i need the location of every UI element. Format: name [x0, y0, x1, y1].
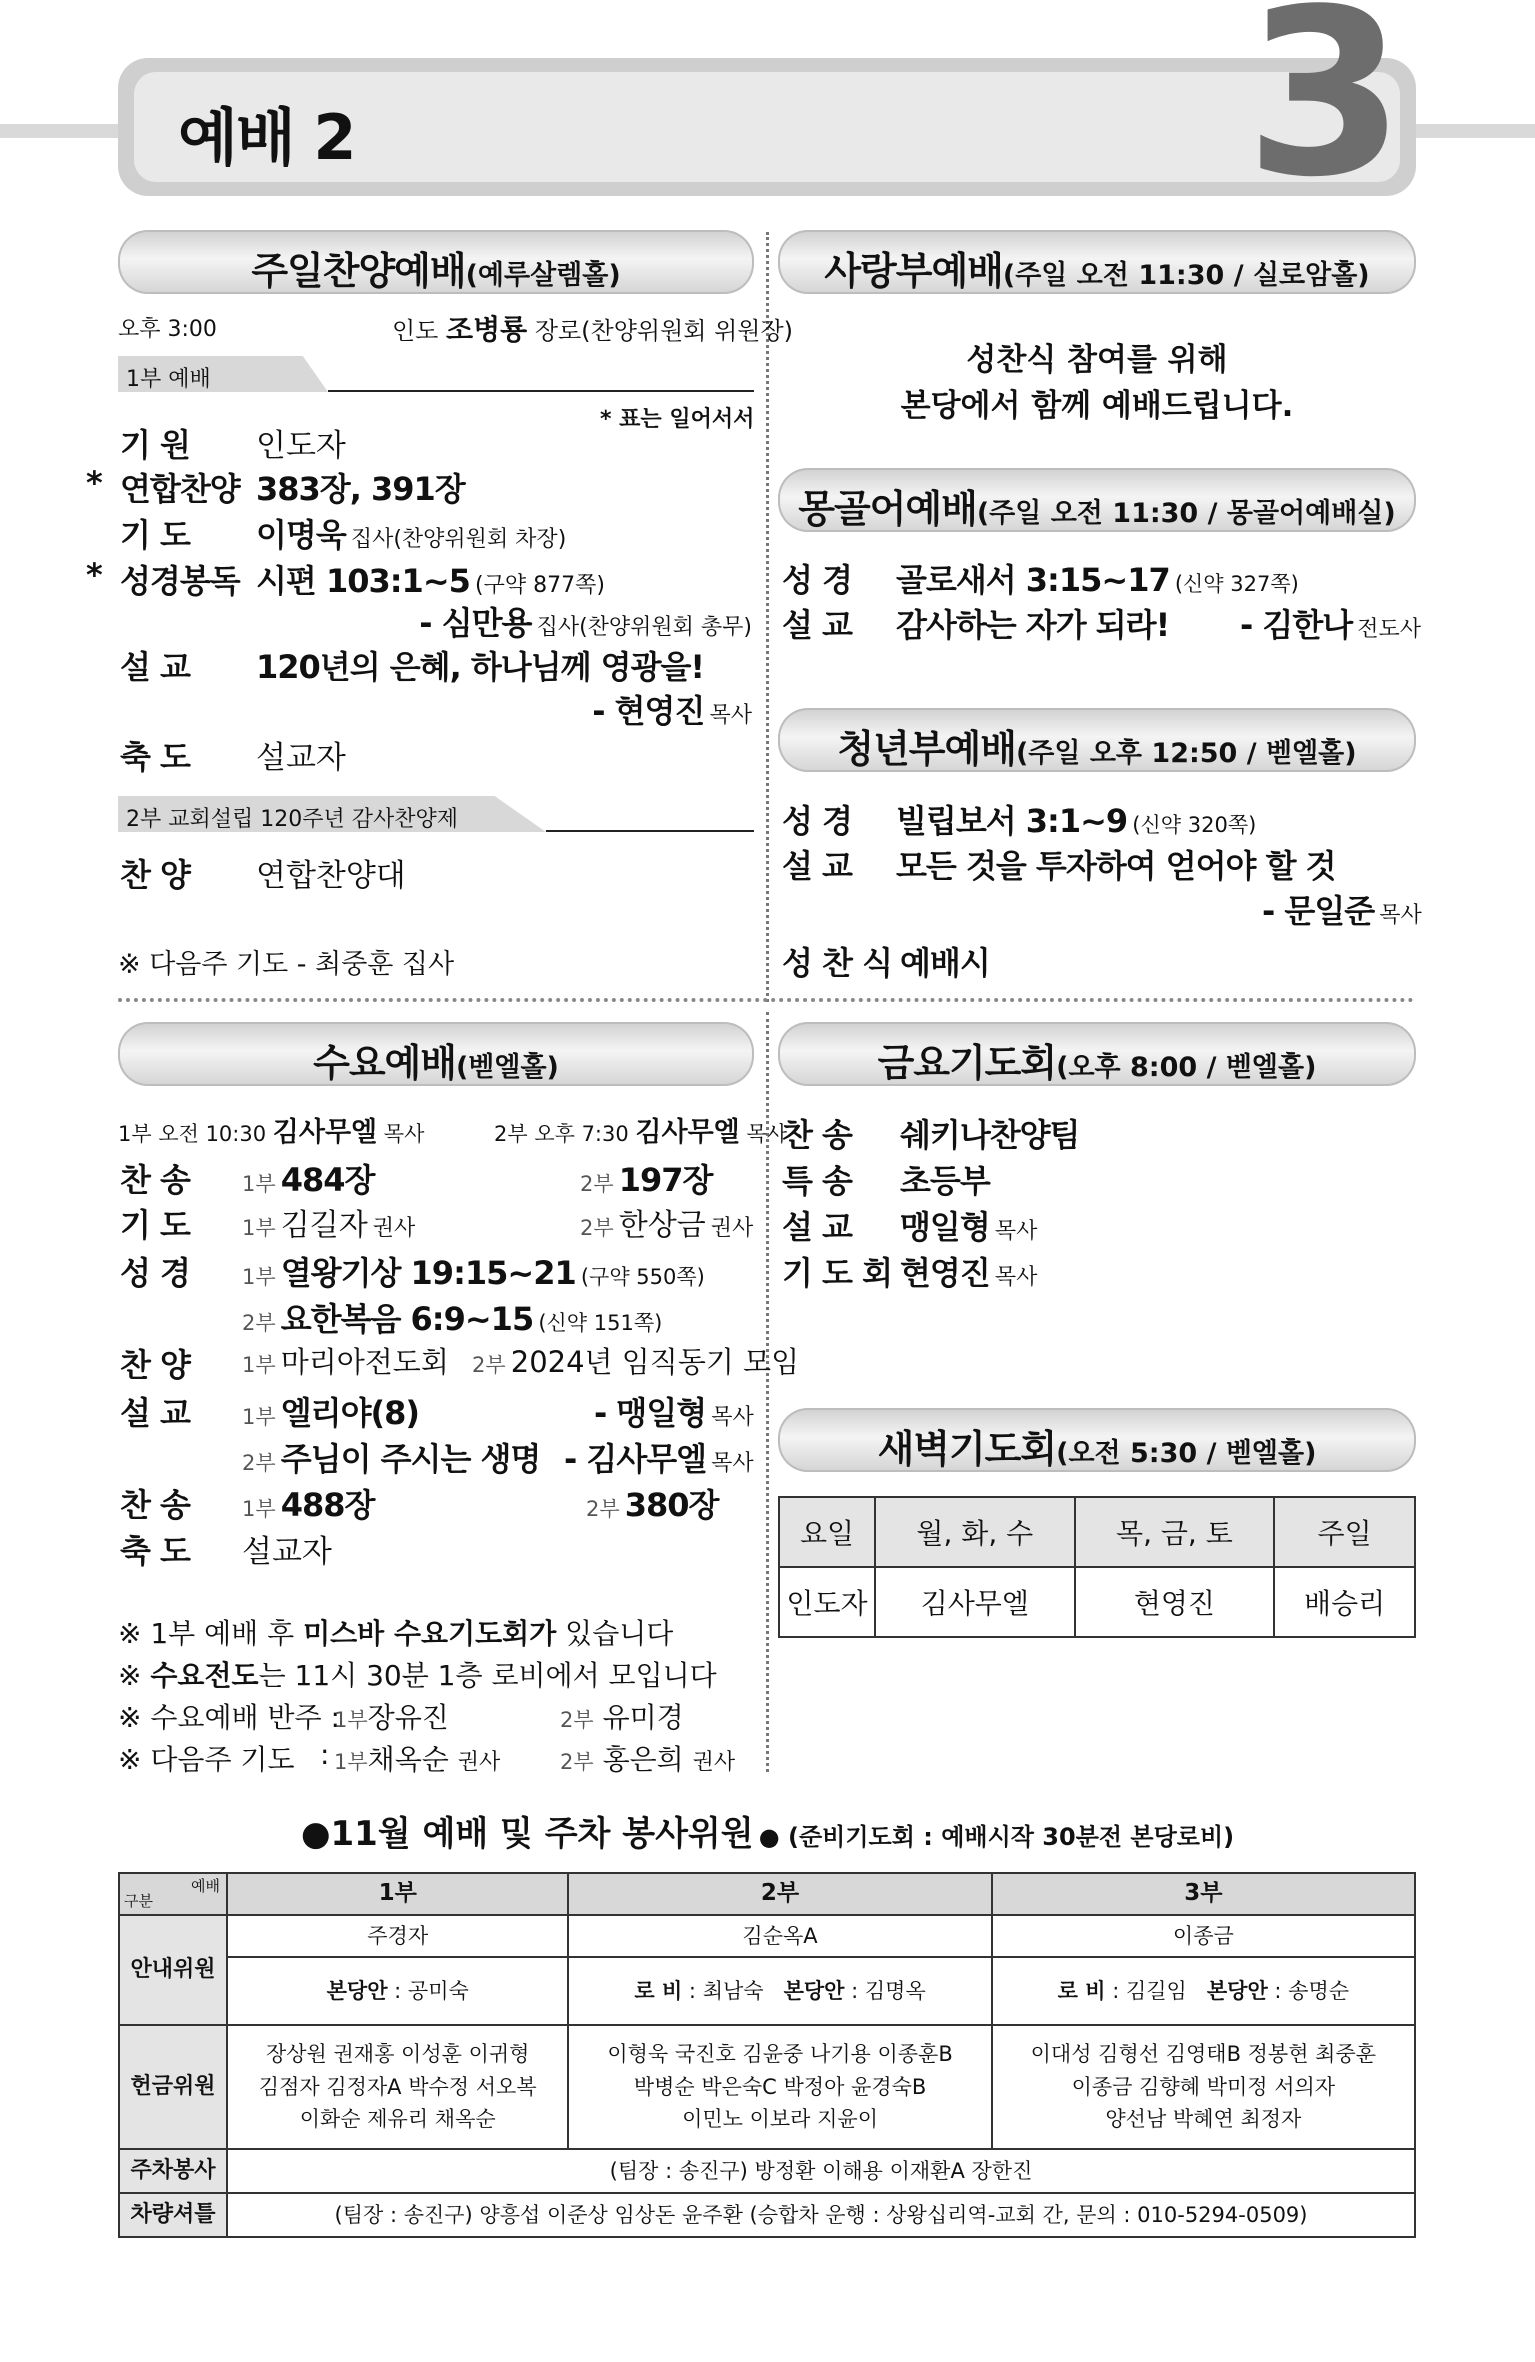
wed-note1-pre: ※ 1부 예배 후 — [118, 1617, 304, 1650]
friday-label: 설 교 — [782, 1208, 852, 1246]
order-value — [592, 686, 752, 732]
offering-cell-3 — [992, 2025, 1415, 2149]
wed-note2-pre: ※ — [118, 1659, 151, 1692]
wed-note4-p2-role: 권사 — [692, 1750, 736, 1775]
wed-note-1 — [118, 1612, 673, 1652]
wed-hymn-label: 찬 송 — [120, 1161, 190, 1199]
wed-scripture-2 — [242, 1294, 662, 1340]
corner-bottom: 구분 — [124, 1891, 153, 1910]
wed-p1-leader: 김사무엘 — [272, 1117, 378, 1148]
parking-value: (팀장 : 송진구) 방정환 이해용 이재환A 장한진 — [227, 2149, 1415, 2193]
friday-value — [900, 1248, 1037, 1294]
friday-label: 찬 송 — [782, 1116, 852, 1154]
sunday-praise-banner — [118, 230, 754, 294]
wed-sermon2-preacher — [564, 1434, 754, 1480]
order-value-text: 시편 103:1~5 — [256, 562, 470, 600]
col-header: 1부 — [227, 1873, 568, 1915]
order-value-text: 383장, 391장 — [256, 470, 465, 508]
usher-sub-b: 김명옥 — [864, 1978, 926, 2003]
friday-value — [900, 1156, 990, 1202]
wed-p2-marker: 2부 — [560, 1708, 594, 1732]
corner-cell — [119, 1873, 227, 1915]
wed-hymn-end2: 380장 — [624, 1486, 719, 1524]
youth-banner — [778, 708, 1416, 772]
wed-note-3-p1 — [334, 1696, 449, 1736]
mongolian-preacher-role: 전도사 — [1357, 617, 1422, 642]
dawn-cell: 인도자 — [779, 1567, 875, 1637]
wed-note3-p2-name: 유미경 — [602, 1701, 684, 1734]
usher-sub-b-label: 본당안 — [783, 1978, 845, 2003]
order-label: 성경봉독 — [120, 562, 240, 600]
mongolian-preacher-name: - 김한나 — [1240, 606, 1353, 644]
wed-bless: 설교자 — [242, 1534, 332, 1570]
volunteers-heading — [0, 1806, 1535, 1855]
wed-scripture-label: 성 경 — [120, 1254, 190, 1292]
dawn-cell: 현영진 — [1075, 1567, 1275, 1637]
youth-sermon-label: 설 교 — [782, 847, 852, 885]
wed-prayer-2 — [580, 1200, 753, 1244]
order-value — [256, 510, 566, 556]
order-label: 기 원 — [120, 426, 190, 464]
wed-scripture2: 요한복음 6:9~15 — [280, 1300, 534, 1338]
mongolian-sermon: 감사하는 자가 되라! — [896, 606, 1170, 644]
love-dept-title: 사랑부예배 — [824, 249, 1003, 293]
dawn-header: 월, 화, 수 — [875, 1497, 1075, 1567]
dawn-table — [778, 1496, 1416, 1638]
wed-scripture1: 열왕기상 19:15~21 — [280, 1254, 576, 1292]
order-value-text: - 심만용 — [419, 604, 532, 642]
wed-p1-role: 목사 — [383, 1122, 425, 1146]
order-value-role: 집사(찬양위원회 차장) — [350, 527, 567, 552]
order-value-role: 집사(찬양위원회 총무) — [536, 615, 752, 640]
wed-sermon-2 — [242, 1434, 540, 1480]
wed-choir2: 2024년 임직동기 모임 — [510, 1345, 800, 1379]
usher-label: 안내위원 — [119, 1915, 227, 2025]
wed-scripture1-page: (구약 550쪽) — [580, 1265, 705, 1289]
leader-role: 장로(찬양위원회 위원장) — [534, 317, 794, 345]
wed-choir-2 — [472, 1340, 799, 1381]
wed-sermon-1 — [242, 1388, 419, 1434]
friday-value-text: 쉐키나찬양팀 — [900, 1116, 1080, 1154]
wed-hymn-end1: 488장 — [280, 1486, 375, 1524]
mongolian-scripture-page: (신약 327쪽) — [1174, 572, 1299, 596]
friday-info: (오후 8:00 / 벧엘홀) — [1056, 1052, 1317, 1083]
offering-line: 이종금 김향혜 박미정 서의자 — [1071, 2074, 1336, 2099]
next-prayer-note: ※ 다음주 기도 - 최중훈 집사 — [118, 949, 455, 980]
wed-sermon-label: 설 교 — [120, 1394, 190, 1432]
sunday-praise-leader — [392, 308, 793, 348]
dawn-cell: 김사무엘 — [875, 1567, 1075, 1637]
friday-value-text: 초등부 — [900, 1162, 990, 1200]
wed-hymn-end-label: 찬 송 — [120, 1486, 190, 1524]
wed-note2-post: 는 11시 30분 1층 로비에서 모입니다 — [258, 1659, 717, 1692]
order-value — [256, 420, 346, 465]
sunday-praise-place: (예루살렘홀) — [465, 260, 621, 291]
love-dept-banner — [778, 230, 1416, 294]
order-label: 축 도 — [120, 738, 190, 776]
youth-scripture-text: 빌립보서 3:1~9 — [896, 802, 1128, 840]
wed-bless-label: 축 도 — [120, 1532, 190, 1570]
wed-sermon2-preacher-name: - 김사무엘 — [564, 1440, 707, 1478]
dawn-header: 목, 금, 토 — [1075, 1497, 1275, 1567]
wed-hymn-end-1 — [242, 1480, 374, 1526]
usher-sub-a-label: 로 비 — [1057, 1978, 1106, 2003]
friday-value-role: 목사 — [994, 1265, 1038, 1290]
youth-sermon: 모든 것을 투자하여 얻어야 할 것 — [896, 847, 1336, 885]
corner-top: 예배 — [191, 1877, 220, 1895]
friday-banner — [778, 1022, 1416, 1086]
standing-star: * — [86, 556, 102, 594]
order-value-text: 이명욱 — [256, 516, 346, 554]
offering-line: 장상원 권재홍 이성훈 이귀형 — [265, 2042, 530, 2067]
friday-label: 특 송 — [782, 1162, 852, 1200]
usher-sub-3: 로 비 : 김길임 본당안 : 송명순 — [992, 1957, 1415, 2025]
youth-scripture — [896, 796, 1256, 842]
wed-note-2 — [118, 1654, 717, 1694]
usher-sub-b-label: 본당안 — [326, 1978, 388, 2003]
youth-info: (주일 오후 12:50 / 벧엘홀) — [1015, 738, 1357, 769]
usher-main: 이종금 — [992, 1915, 1415, 1957]
wed-p1-marker: 1부 — [334, 1708, 368, 1732]
order-value-text: - 현영진 — [592, 692, 705, 730]
part2-rule — [546, 830, 754, 832]
order-label: 연합찬양 — [120, 470, 240, 508]
volunteers-title: ●11월 예배 및 주차 봉사위원 — [300, 1814, 754, 1854]
volunteers-note: ● (준비기도회 : 예배시작 30분전 본당로비) — [758, 1823, 1235, 1851]
wed-note-3-label: ※ 수요예배 반주 : — [118, 1701, 340, 1734]
order-value-role: 목사 — [709, 703, 752, 728]
wed-p1-marker: 1부 — [242, 1172, 276, 1196]
mongolian-scripture-text: 골로새서 3:15~17 — [896, 561, 1170, 599]
wed-sermon1-role: 목사 — [711, 1405, 754, 1430]
dawn-info: (오전 5:30 / 벧엘홀) — [1056, 1438, 1317, 1469]
order-value-text: 인도자 — [256, 428, 346, 464]
order-label: 설 교 — [120, 648, 190, 686]
love-dept-info: (주일 오전 11:30 / 실로암홀) — [1002, 260, 1370, 291]
wed-sermon1-preacher-name: - 맹일형 — [594, 1394, 707, 1432]
wednesday-banner — [118, 1022, 754, 1086]
wed-p1-marker: 1부 — [334, 1750, 368, 1774]
wednesday-place: (벧엘홀) — [455, 1052, 559, 1083]
parking-label: 주차봉사 — [119, 2149, 227, 2193]
wed-note-4-p2 — [560, 1738, 735, 1778]
col-header: 3부 — [992, 1873, 1415, 1915]
usher-sub-1: 본당안 : 공미숙 — [227, 1957, 568, 2025]
usher-sub-a: 최남숙 — [702, 1978, 764, 2003]
wed-note1-bold: 미스바 수요기도회가 — [303, 1617, 557, 1650]
wed-choir1: 마리아전도회 — [280, 1345, 449, 1379]
offering-line: 이대성 김형선 김영태B 정봉현 최중훈 — [1030, 2042, 1377, 2067]
wed-hymn-1 — [242, 1155, 374, 1201]
wed-note-4-label: ※ 다음주 기도 — [118, 1743, 295, 1776]
wed-hymn2: 197장 — [618, 1161, 713, 1199]
offering-line: 이형욱 국진호 김윤중 나기용 이종훈B — [607, 2042, 953, 2067]
youth-title: 청년부예배 — [837, 727, 1016, 771]
wed-p1-marker: 1부 — [242, 1353, 276, 1377]
wed-note1-post: 있습니다 — [556, 1617, 674, 1650]
wed-p2-marker: 2부 — [580, 1172, 614, 1196]
wed-hymn-2 — [580, 1155, 712, 1201]
standing-star: * — [86, 464, 102, 502]
friday-value — [900, 1202, 1037, 1248]
wed-prayer-label: 기 도 — [120, 1206, 190, 1244]
dawn-title: 새벽기도회 — [877, 1427, 1057, 1471]
page-number: 3 — [1245, 0, 1406, 228]
youth-preacher — [1262, 886, 1422, 932]
wed-hymn1: 484장 — [280, 1161, 375, 1199]
youth-scripture-page: (신약 320쪽) — [1132, 813, 1257, 837]
wed-p2-leader: 김사무엘 — [635, 1117, 740, 1148]
part1-rule — [328, 390, 754, 392]
wed-p1-time: 1부 오전 10:30 — [118, 1122, 267, 1146]
wed-choir-label: 찬 양 — [120, 1346, 190, 1384]
mongolian-title: 몽골어예배 — [798, 487, 977, 531]
wed-sermon1: 엘리야(8) — [280, 1394, 420, 1432]
usher-sub-a-label: 로 비 — [634, 1978, 683, 2003]
wed-note3-p1-name: 장유진 — [367, 1701, 449, 1734]
leader-prefix: 인도 — [392, 317, 439, 345]
wed-p2-time: 2부 오후 7:30 — [494, 1122, 629, 1146]
offering-line: 김점자 김정자A 박수정 서오복 — [258, 2074, 537, 2099]
order-label: 기 도 — [120, 516, 190, 554]
wed-p2-marker: 2부 — [242, 1451, 276, 1475]
wed-p2-role: 목사 — [746, 1122, 788, 1146]
wed-p1-marker: 1부 — [242, 1497, 276, 1521]
dawn-header-row — [779, 1497, 1415, 1567]
wed-p1-info — [118, 1110, 424, 1149]
wed-p2-marker: 2부 — [560, 1750, 594, 1774]
usher-sub-a: 김길임 — [1125, 1978, 1187, 2003]
shuttle-row — [119, 2193, 1415, 2237]
friday-value — [900, 1110, 1079, 1156]
page-title: 예배 2 — [178, 101, 355, 174]
dawn-banner — [778, 1408, 1416, 1472]
col-header: 2부 — [568, 1873, 991, 1915]
wed-p2-marker: 2부 — [580, 1216, 614, 1240]
shuttle-label: 차량셔틀 — [119, 2193, 227, 2237]
section-divider — [118, 998, 1414, 1002]
usher-main-row — [119, 1915, 1415, 1957]
wed-prayer1: 김길자 — [280, 1208, 368, 1243]
wed-note4-p2-name: 홍은희 — [602, 1743, 684, 1776]
wed-note-3-p2 — [560, 1696, 684, 1736]
wed-p2-marker: 2부 — [242, 1311, 276, 1335]
wed-choir-1 — [242, 1340, 449, 1381]
mongolian-preacher — [1240, 600, 1421, 646]
friday-value-text: 맹일형 — [900, 1208, 990, 1246]
part1-tag: 1부 예배 — [126, 367, 211, 392]
order-value-role: (구약 877쪽) — [475, 573, 605, 598]
dawn-leader-row — [779, 1567, 1415, 1637]
offering-label: 헌금위원 — [119, 2025, 227, 2149]
part2-value: 연합찬양대 — [256, 858, 406, 894]
standing-note: * 표는 일어서서 — [600, 407, 755, 432]
usher-sub-2: 로 비 : 최남숙 본당안 : 김명옥 — [568, 1957, 991, 2025]
wed-note2-bold: 수요전도 — [150, 1659, 259, 1692]
friday-value-role: 목사 — [994, 1219, 1038, 1244]
mongolian-scripture-label: 성 경 — [782, 561, 852, 599]
order-value — [256, 642, 704, 688]
wed-p2-info — [494, 1110, 787, 1149]
volunteers-header-row — [119, 1873, 1415, 1915]
mongolian-banner — [778, 468, 1416, 532]
friday-title: 금요기도회 — [877, 1041, 1057, 1085]
wed-prayer-1 — [242, 1200, 415, 1244]
wednesday-title: 수요예배 — [313, 1041, 456, 1085]
friday-value-text: 현영진 — [900, 1254, 990, 1292]
order-value — [256, 464, 465, 510]
youth-preacher-name: - 문일준 — [1262, 892, 1375, 930]
wed-sermon1-preacher — [594, 1388, 754, 1434]
part2-tag: 2부 교회설립 120주년 감사찬양제 — [126, 807, 458, 832]
usher-main: 김순옥A — [568, 1915, 991, 1957]
wed-note-4-p1 — [334, 1738, 500, 1778]
wed-scripture2-page: (신약 151쪽) — [538, 1311, 663, 1335]
wed-hymn-end-2 — [586, 1480, 718, 1526]
order-value-text: 설교자 — [256, 740, 346, 776]
offering-cell-2 — [568, 2025, 991, 2149]
love-dept-line1: 성찬식 참여를 위해 — [966, 342, 1228, 378]
sunday-praise-time: 오후 3:00 — [118, 317, 217, 342]
wed-note-4-colon: : — [320, 1738, 330, 1771]
wed-p1-marker: 1부 — [242, 1265, 276, 1289]
offering-row — [119, 2025, 1415, 2149]
wed-note4-p1-role: 권사 — [457, 1750, 501, 1775]
dawn-cell: 배승리 — [1274, 1567, 1415, 1637]
offering-line: 양선남 박혜연 최정자 — [1105, 2107, 1302, 2132]
wed-p2-marker: 2부 — [586, 1497, 620, 1521]
part2-label: 찬 양 — [120, 856, 190, 894]
love-dept-line2: 본당에서 함께 예배드립니다. — [900, 388, 1294, 424]
usher-sub-row — [119, 1957, 1415, 2025]
friday-label: 기 도 회 — [782, 1254, 893, 1292]
usher-sub-b: 송명순 — [1288, 1978, 1350, 2003]
dawn-header: 주일 — [1274, 1497, 1415, 1567]
dawn-header: 요일 — [779, 1497, 875, 1567]
wed-p1-marker: 1부 — [242, 1405, 276, 1429]
wed-p2-marker: 2부 — [472, 1353, 506, 1377]
wed-p1-marker: 1부 — [242, 1216, 276, 1240]
offering-cell-1 — [227, 2025, 568, 2149]
usher-sub-b: 공미숙 — [407, 1978, 469, 2003]
wed-prayer2: 한상금 — [618, 1208, 706, 1243]
order-value-text: 120년의 은혜, 하나님께 영광을! — [256, 648, 705, 686]
wed-scripture-1 — [242, 1248, 705, 1294]
mongolian-info: (주일 오전 11:30 / 몽골어예배실) — [976, 498, 1396, 529]
parking-row — [119, 2149, 1415, 2193]
youth-communion-label: 성 찬 식 — [782, 944, 893, 982]
wed-sermon2: 주님이 주시는 생명 — [280, 1440, 541, 1478]
usher-main: 주경자 — [227, 1915, 568, 1957]
sunday-praise-title: 주일찬양예배 — [251, 249, 466, 293]
offering-line: 이민노 이보라 지윤이 — [682, 2107, 879, 2132]
wed-sermon2-role: 목사 — [711, 1451, 754, 1476]
order-value — [419, 598, 752, 644]
youth-communion: 예배시 — [900, 944, 990, 982]
mongolian-scripture — [896, 555, 1299, 601]
wed-prayer2-role: 권사 — [710, 1216, 754, 1241]
wed-note4-p1-name: 채옥순 — [367, 1743, 449, 1776]
youth-scripture-label: 성 경 — [782, 802, 852, 840]
order-value — [256, 556, 605, 602]
order-value — [256, 732, 346, 777]
mongolian-sermon-label: 설 교 — [782, 606, 852, 644]
youth-preacher-role: 목사 — [1379, 903, 1422, 928]
usher-sub-b-label: 본당안 — [1206, 1978, 1268, 2003]
volunteers-table — [118, 1872, 1416, 2238]
leader-name: 조병룡 — [446, 313, 528, 346]
offering-line: 이화순 제유리 채옥순 — [299, 2107, 496, 2132]
wed-prayer1-role: 권사 — [372, 1216, 416, 1241]
shuttle-value: (팀장 : 송진구) 양흥섭 이준상 임상돈 윤주환 (승합차 운행 : 상왕십리역-교회 간, 문의 : 010-5294-0509) — [227, 2193, 1415, 2237]
offering-line: 박병순 박은숙C 박정아 윤경숙B — [633, 2074, 927, 2099]
